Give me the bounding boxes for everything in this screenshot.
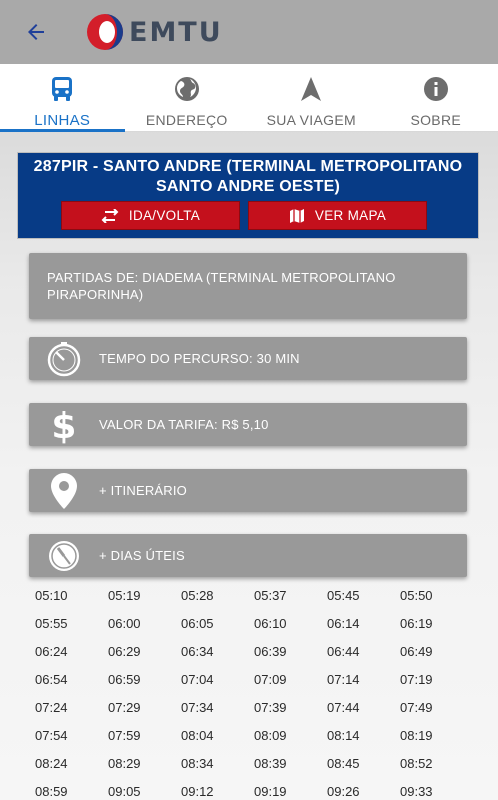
schedule-time: 06:10 (254, 616, 287, 631)
schedule-time: 08:34 (181, 756, 214, 771)
schedule-time: 07:29 (108, 700, 141, 715)
ver-mapa-button[interactable] (248, 201, 427, 230)
schedule-time: 07:09 (254, 672, 287, 687)
schedule-time: 07:59 (108, 728, 141, 743)
stopwatch-icon (46, 341, 82, 377)
route-header (17, 152, 479, 239)
tab-sua-viagem-label: SUA VIAGEM (266, 112, 356, 128)
schedule-time: 06:39 (254, 644, 287, 659)
schedule-time: 08:04 (181, 728, 214, 743)
travel-time-card (29, 337, 467, 380)
schedule-time: 06:14 (327, 616, 360, 631)
schedule-time: 05:19 (108, 588, 141, 603)
tab-sua-viagem[interactable] (249, 64, 374, 131)
weekdays-card[interactable] (29, 534, 467, 577)
schedule-time: 09:19 (254, 784, 287, 799)
schedule-time: 06:59 (108, 672, 141, 687)
itinerary-text: + ITINERÁRIO (99, 483, 187, 498)
schedule-time: 07:44 (327, 700, 360, 715)
map-pin-icon (50, 472, 78, 510)
tab-linhas[interactable] (0, 64, 125, 131)
schedule-time: 08:52 (400, 756, 433, 771)
swap-arrows-icon (101, 209, 119, 223)
schedule-time: 09:26 (327, 784, 360, 799)
navigation-arrow-icon (299, 76, 323, 102)
departure-text: PARTIDAS DE: DIADEMA (TERMINAL METROPOLITANO PIRAPORINHA) (47, 270, 396, 302)
svg-text:$: $ (51, 405, 77, 444)
schedule-time: 05:55 (35, 616, 68, 631)
emtu-logo (85, 10, 223, 54)
ida-volta-button[interactable] (61, 201, 240, 230)
schedule-time: 08:59 (35, 784, 68, 799)
info-icon (423, 76, 449, 102)
brand-name: EMTU (129, 16, 223, 48)
arrow-left-icon (24, 20, 48, 44)
travel-time-text: TEMPO DO PERCURSO: 30 MIN (99, 351, 300, 366)
schedule-time: 05:28 (181, 588, 214, 603)
schedule-time: 09:05 (108, 784, 141, 799)
map-icon (289, 208, 305, 224)
schedule-time: 06:24 (35, 644, 68, 659)
schedule-grid (35, 588, 475, 800)
emtu-logo-mark-icon (85, 12, 125, 52)
schedule-time: 06:19 (400, 616, 433, 631)
schedule-time: 08:24 (35, 756, 68, 771)
schedule-time: 05:45 (327, 588, 360, 603)
schedule-time: 06:49 (400, 644, 433, 659)
schedule-time: 08:45 (327, 756, 360, 771)
schedule-time: 08:09 (254, 728, 287, 743)
schedule-time: 08:19 (400, 728, 433, 743)
schedule-time: 07:04 (181, 672, 214, 687)
schedule-time: 09:33 (400, 784, 433, 799)
schedule-time: 06:00 (108, 616, 141, 631)
schedule-time: 07:54 (35, 728, 68, 743)
fare-text: VALOR DA TARIFA: R$ 5,10 (99, 417, 269, 432)
dollar-icon (51, 406, 77, 444)
tab-endereco[interactable] (125, 64, 250, 131)
globe-icon (174, 76, 200, 102)
route-title: 287PIR - SANTO ANDRE (TERMINAL METROPOLITANO SANTO ANDRE OESTE) (33, 158, 463, 195)
bus-icon (50, 76, 74, 102)
schedule-time: 08:14 (327, 728, 360, 743)
weekdays-text: + DIAS ÚTEIS (99, 548, 185, 563)
schedule-time: 06:29 (108, 644, 141, 659)
itinerary-card[interactable] (29, 469, 467, 512)
tab-linhas-label: LINHAS (34, 112, 91, 129)
tab-sobre-label: SOBRE (410, 112, 461, 128)
schedule-time: 07:19 (400, 672, 433, 687)
clock-icon (46, 538, 82, 574)
schedule-time: 05:37 (254, 588, 287, 603)
tab-sobre[interactable] (374, 64, 498, 131)
schedule-time: 07:24 (35, 700, 68, 715)
schedule-time: 07:49 (400, 700, 433, 715)
schedule-time: 07:39 (254, 700, 287, 715)
schedule-time: 05:10 (35, 588, 68, 603)
tab-endereco-label: ENDEREÇO (145, 112, 228, 128)
departure-card (29, 253, 467, 319)
schedule-time: 08:39 (254, 756, 287, 771)
schedule-time: 06:54 (35, 672, 68, 687)
ida-volta-label: IDA/VOLTA (128, 208, 201, 223)
schedule-time: 05:50 (400, 588, 433, 603)
schedule-time: 08:29 (108, 756, 141, 771)
fare-card (29, 403, 467, 446)
back-button[interactable] (20, 16, 52, 48)
schedule-time: 06:44 (327, 644, 360, 659)
ver-mapa-label: VER MAPA (314, 208, 387, 223)
tab-bar (0, 64, 498, 132)
app-bar (0, 0, 498, 64)
schedule-time: 09:12 (181, 784, 214, 799)
schedule-time: 07:14 (327, 672, 360, 687)
schedule-time: 07:34 (181, 700, 214, 715)
schedule-time: 06:34 (181, 644, 214, 659)
schedule-time: 06:05 (181, 616, 214, 631)
